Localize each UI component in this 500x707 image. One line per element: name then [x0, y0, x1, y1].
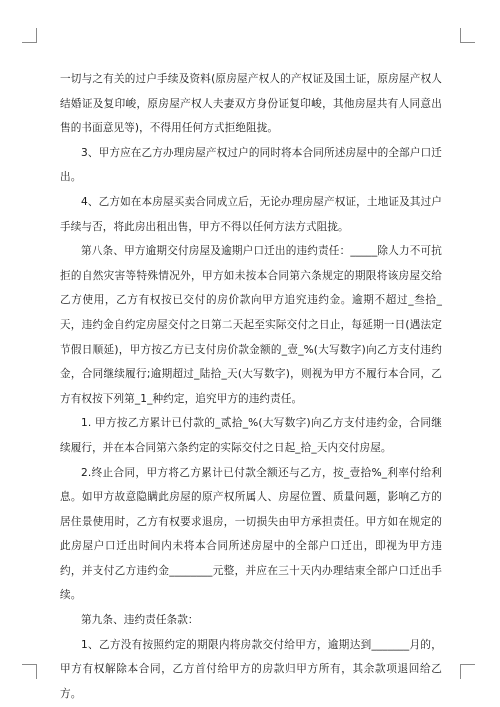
- crop-mark-bottom-right: [460, 664, 475, 679]
- paragraph-article-8: 第八条、甲方逾期交付房屋及逾期户口迁出的违约责任：_____除人力不可抗拒的自然灾害等特殊情况外，甲方如未按本合同第六条规定的期限将该房屋交给乙方使用，乙方有权按已交付的房价款向甲方追究违约金。逾期不超过_叁拾_天，违约金自约定房屋交付之日第二天起至实际交付之日止，每延期一日(遇法定节假日顺延)，甲方按乙方已支付房价款金额的_壹_%(大写数字)向乙方支付违约金，合同继续履行;逾期超过_陆拾_天(大写数字)，则视为甲方不履行本合同，乙方有权按下列第_1_种约定，追究甲方的违约责任。: [60, 245, 442, 405]
- paragraph-clause-3: 3、甲方应在乙方办理房屋产权过户的同时将本合同所述房屋中的全部户口迁出。: [60, 146, 442, 184]
- crop-mark-top-right: [460, 28, 475, 43]
- heading-article-9: 第九条、违约责任条款：: [81, 614, 199, 627]
- paragraph-article-9-item-1: 1、乙方没有按照约定的期限内将房款交付给甲方，逾期达到_______月的，甲方有权解除本合同，乙方首付给甲方的房款归甲方所有，其余款项退回给乙方。: [60, 638, 442, 700]
- document-body: [60, 67, 442, 706]
- crop-mark-bottom-left: [22, 664, 37, 679]
- paragraph-clause-4: 4、乙方如在本房屋买卖合同成立后，无论办理房屋产权证，土地证及其过户手续与否，将此房出租出售，甲方不得以任何方法方式阻拢。: [60, 195, 442, 233]
- crop-mark-top-left: [22, 28, 37, 43]
- paragraph-article-8-item-1: 1. 甲方按乙方累计已付款的_贰拾_%(大写数字)向乙方支付违约金，合同继续履行，并在本合同第六条约定的实际交付之日起_拾_天内交付房屋。: [60, 417, 442, 454]
- paragraph-article-8-item-2: 2.终止合同，甲方将乙方累计已付款全额还与乙方，按_壹拾%_利率付给利息。如甲方故意隐瞒此房屋的原产权所属人、房屋位置、质量问题，影响乙方的居住景使用时，乙方有权要求退房，一切损失由甲方承担责任。甲方如在规定的此房屋户口迁出时间内未将本合同所述房屋中的全部户口迁出，即视为甲方违约，并支付乙方违约金________元整，并应在三十天内办理结束全部户口迁出手续。: [60, 466, 442, 602]
- paragraph-transfer-documents: 一切与之有关的过户手续及资料(原房屋产权人的产权证及国土证，原房屋产权人结婚证及复印峻，原房屋产权人夫妻双方身份证复印峻，其他房屋共有人同意出售的书面意见等)，不得用任何方式拒绝阻拢。: [60, 73, 442, 135]
